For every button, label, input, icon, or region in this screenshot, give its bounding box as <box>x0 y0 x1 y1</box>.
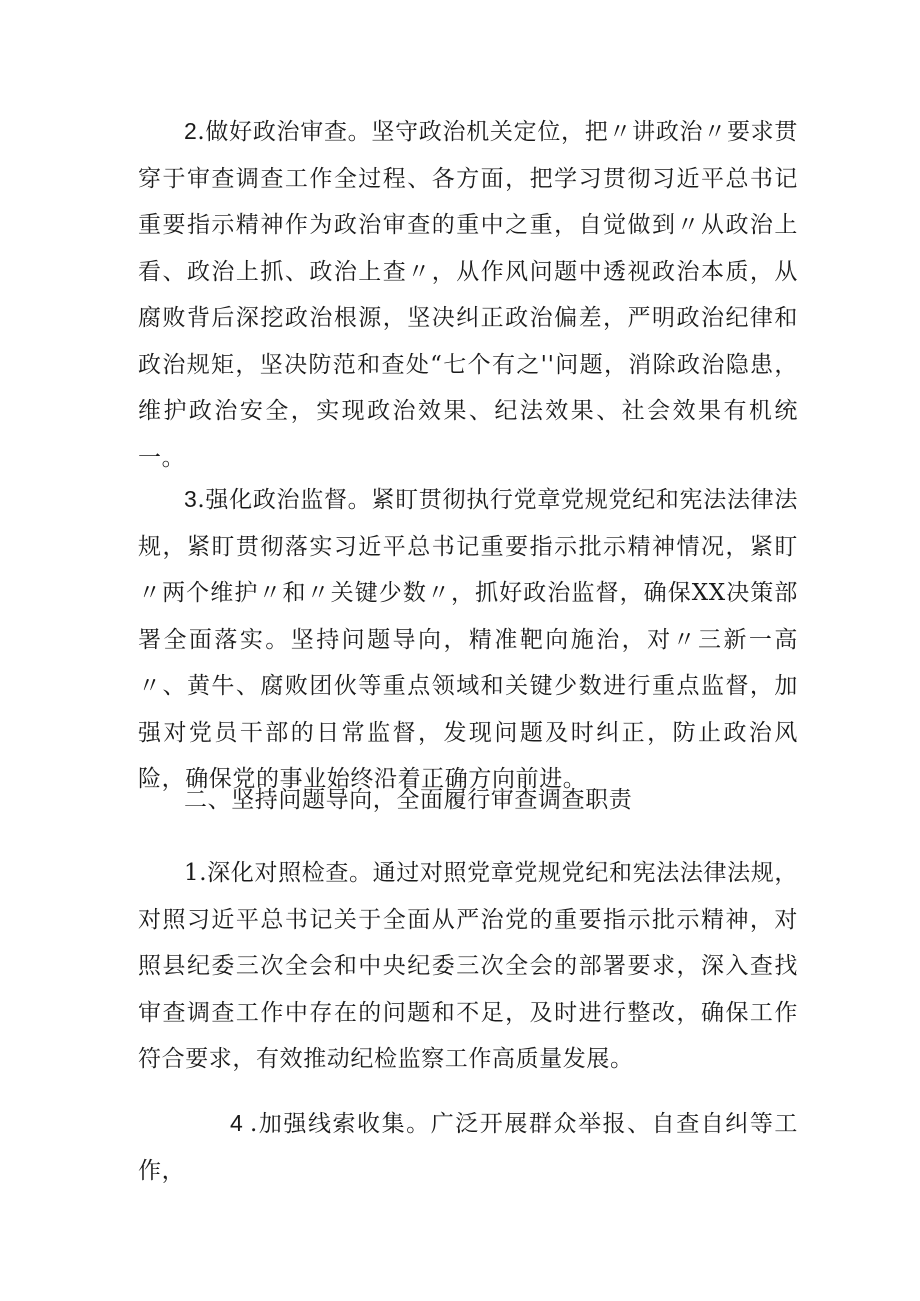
paragraph-text: .加强线索收集。广泛开展群众举报、自查自纠等工作， <box>138 1111 798 1184</box>
heading-text: 二、坚持问题导向，全面履行审查调查职责 <box>184 787 633 813</box>
paragraph-text: .强化政治监督。紧盯贯彻执行党章党规党纪和宪法法律法规，紧盯贯彻落实习近平总书记重要指示批示精神情况，紧盯〃两个维护〃和〃关键少数〃，抓好政治监督，确保XX决策部署全面落实。坚持问题导向，精准靶向施治，对〃三新一高〃、黄牛、腐败团伙等重点领域和关键少数进行重点监督，加强对党员干部的日常监督，发现问题及时纠正，防止政治风险，确保党的事业始终沿着正确方向前进。 <box>138 487 798 792</box>
paragraph-deepen-check <box>138 850 798 1083</box>
section-heading <box>138 777 798 824</box>
paragraph-text: 1.深化对照检查。通过对照党章党规党纪和宪法法律法规，对照习近平总书记关于全面从严治党的重要指示批示精神，对照县纪委三次全会和中央纪委三次全会的部署要求，深入查找审查调查工作中存在的问题和不足，及时进行整改，确保工作符合要求，有效推动纪检监察工作高质量发展。 <box>138 860 798 1072</box>
paragraph-number: 4 <box>230 1110 244 1136</box>
paragraph-political-supervision <box>138 476 798 803</box>
paragraph-text: .做好政治审查。坚守政治机关定位，把〃讲政治〃要求贯穿于审查调查工作全过程、各方面，把学习贯彻习近平总书记重要指示精神作为政治审查的重中之重，自觉做到〃从政治上看、政治上抓、政治上查〃，从作风问题中透视政治本质，从腐败背后深挖政治根源，坚决纠正政治偏差，严明政治纪律和政治规矩，坚决防范和查处“七个有之''问题，消除政治隐患，维护政治安全，实现政治效果、纪法效果、社会效果有机统一。 <box>138 119 798 471</box>
paragraph-political-review <box>138 108 798 481</box>
paragraph-number: 3 <box>184 486 198 512</box>
paragraph-clue-collection <box>138 1100 798 1194</box>
paragraph-number: 2 <box>184 118 198 144</box>
